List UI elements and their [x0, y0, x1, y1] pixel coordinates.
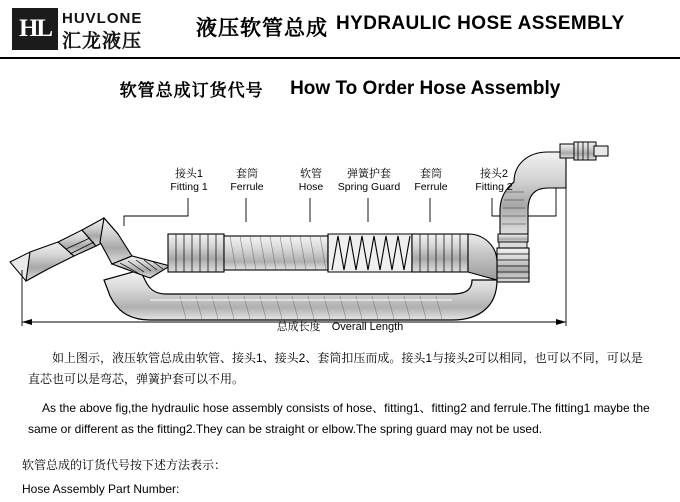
- overall-length-en: Overall Length: [331, 321, 404, 333]
- callout-spring-guard-en: Spring Guard: [337, 181, 401, 193]
- callout-hose-cn: 软管: [300, 168, 322, 180]
- spring-guard-part: [328, 234, 412, 272]
- callout-fitting-1-cn: 接头1: [174, 168, 204, 180]
- callout-ferrule-right-en: Ferrule: [414, 181, 448, 193]
- header-divider: [0, 57, 680, 59]
- description-paragraph-chinese: 如上图示，液压软管总成由软管、接头1、接头2、套筒扣压而成。接头1与接头2可以相同，也可以不同，可以是直芯也可以是弯芯，弹簧护套可以不用。: [28, 351, 643, 386]
- callout-ferrule-right: [400, 168, 462, 194]
- logo-mark-icon: HL: [12, 8, 58, 50]
- page-header: [0, 0, 680, 58]
- company-logo: [12, 8, 172, 50]
- callout-ferrule-left-en: Ferrule: [230, 181, 264, 193]
- part-number-note-english: Hose Assembly Part Number:: [22, 482, 180, 496]
- logo-chinese-name: 汇龙液压: [62, 31, 143, 52]
- callout-fitting-2: [462, 168, 526, 194]
- logo-english-name: HUVLONE: [62, 10, 143, 27]
- ferrule-right-horizontal: [412, 234, 497, 280]
- overall-length-label: [0, 318, 680, 334]
- callout-fitting-2-cn: 接头2: [479, 168, 509, 180]
- callout-spring-guard: [330, 168, 408, 194]
- callout-hose-en: Hose: [298, 181, 324, 193]
- header-title-chinese: 液压软管总成: [196, 17, 328, 40]
- section-title-english: How To Order Hose Assembly: [290, 77, 561, 99]
- hose-assembly-drawing: [0, 130, 680, 340]
- callout-ferrule-left-cn: 套筒: [236, 168, 258, 180]
- section-title: [0, 76, 680, 101]
- callout-ferrule-left: [216, 168, 278, 194]
- section-title-chinese: 软管总成订货代号: [119, 81, 264, 100]
- hose-assembly-diagram: [0, 130, 680, 340]
- description-paragraph-english: As the above fig,the hydraulic hose assembly consists of hose、fitting1、fitting2 and ferrule.The fitting1 maybe the same or different as the fitting2.They can be straight or elbow.The spring guard may not be used.: [28, 401, 650, 436]
- callout-fitting-1: [158, 168, 220, 194]
- ferrule-right-part: [497, 248, 529, 282]
- callout-fitting-1-en: Fitting 1: [170, 181, 208, 193]
- callout-ferrule-right-cn: 套筒: [420, 168, 442, 180]
- header-title-english: HYDRAULIC HOSE ASSEMBLY: [336, 13, 625, 34]
- hose-straight-section: [224, 236, 328, 270]
- hose-body-part: [104, 270, 497, 320]
- callout-fitting-2-en: Fitting 2: [475, 181, 513, 193]
- overall-length-cn: 总成长度: [276, 321, 321, 333]
- fitting-1-part: [10, 218, 132, 281]
- callout-spring-guard-cn: 弹簧护套: [347, 168, 391, 180]
- part-number-note-chinese: 软管总成的订货代号按下述方法表示：: [22, 458, 227, 472]
- fitting-2-part: [498, 142, 608, 248]
